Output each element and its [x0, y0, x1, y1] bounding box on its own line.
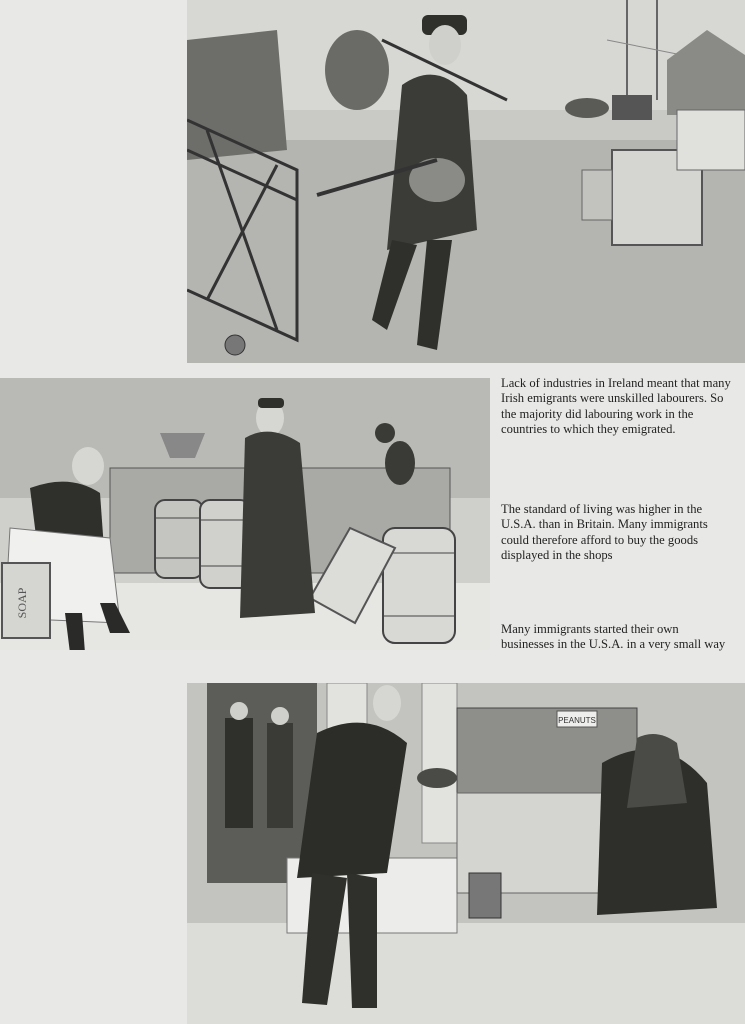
- caption-irish-labourers: Lack of industries in Ireland meant that many Irish emigrants were unskilled labourers. So the majority did labouring work in the countries to which they emigrated.: [501, 376, 731, 436]
- illustration-street-vendor: [187, 683, 745, 1024]
- peanuts-sign-label: PEANUTS: [558, 716, 596, 725]
- barrel: [383, 528, 455, 643]
- basket: [469, 873, 501, 918]
- horse: [565, 98, 609, 118]
- shop-scene: [0, 378, 490, 650]
- cart: [612, 95, 652, 120]
- column: [422, 683, 457, 843]
- dock-scene: [187, 0, 745, 363]
- crate: [677, 110, 745, 170]
- illustration-shop-interior: [0, 378, 490, 650]
- barrel: [155, 500, 203, 578]
- caption-standard-of-living: The standard of living was higher in the U.S.A. than in Britain. Many immigrants could therefore afford to buy the goods displayed in the shops: [501, 502, 708, 562]
- soap-crate: [2, 563, 50, 638]
- street-scene: [187, 683, 745, 1024]
- caption-small-businesses: Many immigrants started their own businesses in the U.S.A. in a very small way: [501, 622, 726, 652]
- crate: [582, 170, 612, 220]
- ship-hull: [187, 30, 287, 160]
- soap-crate-label: SOAP: [15, 587, 29, 619]
- illustration-emigrant-on-dock: [187, 0, 745, 363]
